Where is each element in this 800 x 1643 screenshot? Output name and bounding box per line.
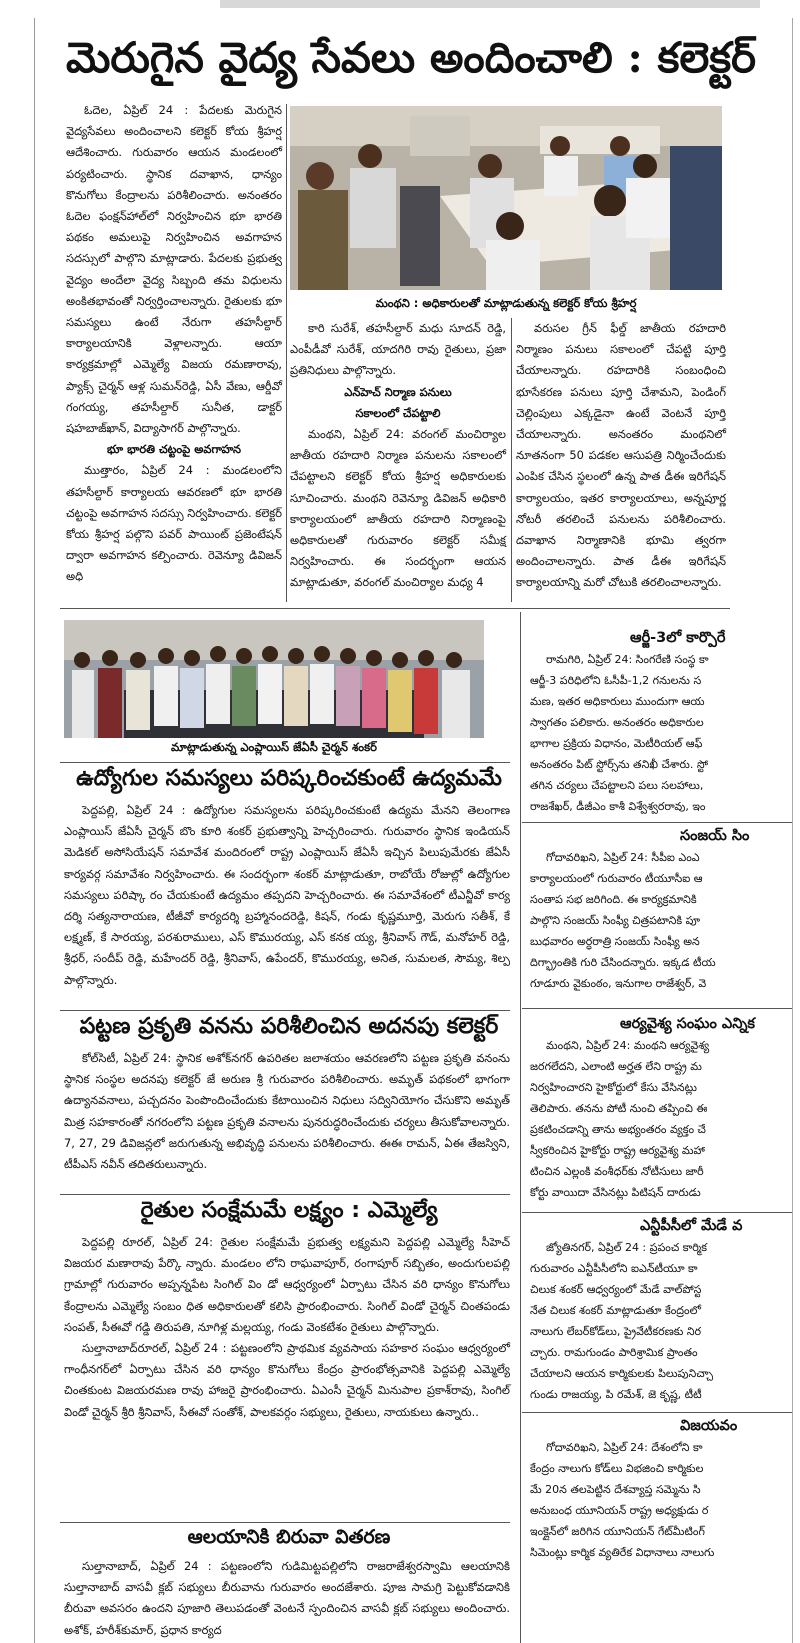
- right-story2-body: [530, 847, 800, 994]
- right-story-line: ఇంక్లైన్‌లో జరిగిన యూనియన్ గేట్‌మీటింగ్: [530, 1525, 705, 1538]
- story1-cont-subhead: సకాలంలో చేపట్టాలి: [355, 405, 441, 420]
- right-story-line: జరగలేదని, ఎలాంటి అర్హత లేని రాష్ట్ర మ: [530, 1060, 702, 1073]
- right-story3: [530, 1014, 800, 1203]
- group-photo-caption: మాట్లాడుతున్న ఎంప్లాయిస్ జేఏసీ చైర్మన్ శంకర్: [171, 740, 377, 754]
- right-story2: [530, 826, 800, 994]
- right-story4: [530, 1216, 800, 1405]
- story4-body: సుల్తానాబాద్‌రూరల్, ఏప్రిల్ 24 : పట్టణంలోని ప్రాథమిక వ్యవసాయ సహకార సంఘం ఆధ్వర్యంలో గాంధీనగర్‌లో ఏర్పాటు చేసిన వరి ధాన్యం కొనుగోలు కేంద్రం ప్రారంభోత్సవానికి పెద్దపల్లి ఎమ్మెల్యే చింతకుంట విజయరమణ రావు హాజరై ప్రారంభించారు. ఏఎంసీ చైర్మన్ మినుపాల ప్రకాశ్‌రావు, సింగిల్ విండో చైర్మన్ శ్రీరి శ్రీనివాస్, సీఈవో సంతోశ్, పాలకవర్గం సభ్యులు, రైతులు, నాయకులు ఉన్నారు..: [64, 1341, 510, 1419]
- story4-body: పెద్దపల్లి రూరల్, ఏప్రిల్ 24: రైతుల సంక్షేమమే ప్రభుత్వ లక్ష్యమని పెద్దపల్లి ఎమ్మెల్యే సీహెచ్ విజయర మణారావు పేర్కొ న్నారు. మండలం లోని రాఘవాపూర్, రంగాపూర్ సబ్బితం, అందుగులపల్లి గ్రామాల్లో గురువారం అప్పన్నపేట సింగిల్ విం డో ఆధ్వర్యంలో ఏర్పాటు చేసిన వరి ధాన్యం కొనుగోలు కేంద్రాలను ఎమ్మెల్యే సంబం ధిత అధికారులతో కలిసి ప్రారంభించారు. సింగిల్ విండో చైర్మన్ చింతపండు సంపత్, సీఈవో గడ్డి తిరుపతి, నూగిళ్ల మల్లయ్య, గండు వెంకటేశం రైతులు పాల్గొన్నారు.: [64, 1235, 510, 1334]
- section-divider: [60, 1194, 510, 1195]
- right-story-line: మంథని, ఏప్రిల్ 24: మంథని ఆర్యవైశ్య: [546, 1039, 710, 1052]
- right-story-line: గోదావరిఖని, ఏప్రిల్ 24: దేశంలోని కా: [546, 1441, 703, 1454]
- column-divider: [511, 318, 512, 602]
- right-story-line: గోదావరిఖని, ఏప్రిల్ 24: సీపీఐ ఎంఎ: [546, 851, 700, 864]
- story1-subhead: భూ భారతి చట్టంపై అవగాహన: [106, 442, 241, 457]
- right-story3-body: [530, 1035, 800, 1203]
- right-story-line: ప్రకటించడాన్ని తాను అభ్యంతరం వ్యక్తం చే: [530, 1123, 706, 1136]
- right-story-line: కేంద్రం నాలుగు కోడ్‌లు విభజించి కార్మికుల: [530, 1462, 704, 1475]
- right-story5-title: విజయవం: [680, 1418, 738, 1434]
- right-story-line: చిలుక శంకర్ ఆధ్వర్యంలో మేడే వాల్‌పోస్ట: [530, 1283, 702, 1296]
- right-story-line: దిగ్భ్రాంతికి గురి చేసిందన్నారు. ఇక్కడ టీయ: [530, 956, 716, 969]
- section-divider: [60, 1010, 510, 1011]
- right-story-line: జ్యోతినగర్, ఏప్రిల్ 24 : ప్రపంచ కార్మిక: [546, 1241, 707, 1254]
- right-story5: [530, 1416, 800, 1563]
- right-story-line: భాగాల ప్రక్రియ విధానం, మెటీరియల్ ఆఫ్: [530, 737, 703, 750]
- story1-cont-paragraph: వరుసల గ్రీన్ ఫీల్డ్ జాతీయ రహదారి నిర్మాణం పనులు సకాలంలో చేపట్టి పూర్తి చేయాలన్నారు. రహదారికి సంబంధించి భూసేకరణ పనులు పూర్తి చేశామని, పెండింగ్ చెల్లింపులు ఎక్కడైనా ఉంటే వెంటనే పూర్తి చేయాలన్నారు. అనంతరం మంథనిలో నూతనంగా 50 పడకల ఆసుపత్రి నిర్మించేందుకు ఎంపిక చేసిన స్థలంలో ఉన్న పాత డీఈ ఇరిగేషన్ కార్యాలయం, ఇతర కార్యాలయాలు, అన్నపూర్ణ నోటరీ తరలించే పనులను పరిశీలించారు. దవాఖాన నిర్మాణానికి భూమి త్వరగా అందించాలన్నారు. పాత డీఈ ఇరిగేషన్ కార్యాలయాన్ని మరో చోటుకి తరలించాలన్నారు.: [516, 321, 726, 590]
- right-story-line: సంతాప సభ జరిగింది. ఈ కార్యక్రమానికి: [530, 893, 697, 906]
- right-story-line: టించిన ఎల్లంకి వంశీధర్‌కు నోటీసులు జారీ: [530, 1165, 704, 1178]
- right-story-line: స్వీకరించిన హైకోర్టు రాష్ట్ర ఆర్యవైశ్య మహా: [530, 1144, 705, 1157]
- left-margin: [0, 18, 35, 1643]
- right-story-line: బుధవారం అర్ధరాత్రి సంజయ్ సింఫ్యీ అన: [530, 935, 700, 948]
- right-story-line: చ్చారు. రామగుండం పారిశ్రామిక ప్రాంతం: [530, 1346, 698, 1359]
- story3-title: పట్టణ ప్రకృతి వనను పరిశీలించిన అదనపు కలెక్టర్: [79, 1014, 499, 1039]
- right-story3-title: ఆర్యవైశ్య సంఘం ఎన్నిక: [620, 1016, 755, 1032]
- right-story-line: మణ, ఇతర అధికారులు ముందుగా ఆయ: [530, 695, 705, 708]
- top-page-strip: [220, 0, 760, 8]
- section-divider: [522, 1412, 792, 1413]
- story1-paragraph: ముత్తారం, ఏప్రిల్ 24 : మండలంలోని తహసీల్దార్ కార్యాలయ ఆవరణలో భూ భారతి చట్టంపై అవగాహన సదస్సు నిర్వహించారు. కలెక్టర్ కోయ శ్రీహర్ష పల్గొని పవర్ పాయింట్ ప్రజెంటేషన్ ద్వారా అవగాహన కల్పించారు. రెవెన్యూ డివిజన్ అధి: [66, 463, 282, 584]
- story2-body-block: [64, 800, 510, 991]
- story1-cont-column-a: [290, 318, 506, 594]
- right-story-line: ఆర్జీ-3 పరిధిలోని ఓసీపీ-1,2 గనులను స: [530, 674, 702, 687]
- right-story-line: స్వాగతం పలికారు. అనంతరం అధికారుల: [530, 716, 704, 729]
- right-story-line: పాల్గొని సంజయ్ సింఫ్యీ చిత్రపటానికి పూ: [530, 914, 700, 927]
- right-story-line: సిమెంట్లు కార్మిక వ్యతిరేక విధానాలు నాలుగు: [530, 1546, 715, 1559]
- right-story2-title: సంజయ్ సిం: [680, 828, 750, 844]
- section-divider: [60, 1522, 510, 1523]
- right-story-line: తగిన చర్యలు చేపట్టాలని పలు సలహాలు,: [530, 779, 704, 792]
- group-photo-image: [64, 620, 484, 738]
- right-story-line: గుండు రాజయ్య, పి రమేశ్, జె కృష్ణ, టీటీ: [530, 1388, 702, 1401]
- right-story-line: మే 20న తలపెట్టిన దేశవ్యాప్త సమ్మెను సి: [530, 1483, 701, 1496]
- right-story-line: నేత చిలుక శంకర్ మాట్లాడుతూ కేంద్రంలో: [530, 1304, 701, 1317]
- story5-body-block: [64, 1556, 510, 1641]
- meeting-photo: [290, 106, 722, 290]
- story5-title: ఆలయానికి బిరువా వితరణ: [187, 1526, 391, 1548]
- right-story-line: గురువారం ఎన్టీపీసీలోని ఐఎన్‌టీయూ కా: [530, 1262, 698, 1275]
- story4-body-block: [64, 1232, 510, 1423]
- right-story-line: అనంతరం పిట్ స్టోర్స్‌ను తనిఖీ చేశారు. స్టో: [530, 758, 709, 771]
- story2-body: పెద్దపల్లి, ఏప్రిల్ 24 : ఉద్యోగుల సమస్యలను పరిష్కరించకుంటే ఉద్యమ మేనని తెలంగాణ ఎంప్లాయిస్ జేఏసీ చైర్మన్ బొం కూరి శంకర్ ప్రభుత్వాన్ని హెచ్చరించారు. గురువారం స్థానిక ఇండియన్ మెడికల్ అసోసియేషన్ సమావేశ మందిరంలో రాష్ట్ర ఎంప్లాయిస్ జేఏసీ ఇచ్చిన పిలుపుమేరకు జేఏసీ కార్యవర్గ సమావేశం నిర్వహించారు. ఈ సందర్భంగా శంకర్ మాట్లాడుతూ, రాబోయే రోజుల్లో ఉద్యోగుల సమస్యలు పరిష్కా రం చేయకుంటే ఉద్యమం తప్పదని హెచ్చరించారు. ఈ సమావేశంలో టీఎన్జీవో కార్య దర్శి సత్యనారాయణ, టీజీవో కార్యదర్శి బ్రహ్మానందరెడ్డి, కిషన్, గండు కృష్ణమూర్తి, మెరుగు సతీశ్, కే లక్ష్మణ్, కే సారయ్య, పరశురాములు, ఎస్ కొమురయ్య, ఎస్ కనక య్య, శ్రీనివాస్ గౌడ్, మనోహర్ రెడ్డి, శ్రీధర్, సందీప్ రెడ్డి, మహేందర్ రెడ్డి, శ్రీనివాస్, ఉపేందర్, కొమురయ్య, అనిత, సుమలత, సౌమ్య, శిల్ప పాల్గొన్నారు.: [64, 803, 510, 987]
- right-story1-title: ఆర్జీ-3లో కార్పొరే: [630, 630, 726, 646]
- story1-paragraph: ఓదెల, ఏప్రిల్ 24 : పేదలకు మెరుగైన వైద్యసేవలు అందించాలని కలెక్టర్ కోయ శ్రీహర్ష ఆదేశించారు. గురువారం ఆయన మండలంలో పర్యటించారు. స్థానిక దవాఖాన, ధాన్యం కొనుగోలు కేంద్రాలను పరిశీలించారు. అనంతరం ఓదెల ఫంక్షన్‌హాల్‌లో నిర్వహించిన భూ భారతి పథకం అమలుపై నిర్వహించిన అవగాహన సదస్సులో పాల్గొని మాట్లాడారు. పేదలకు ప్రభుత్వ వైద్యం అందేలా వైద్య సిబ్బంది తమ విధులను అంకితభావంతో నిర్వర్తించాలన్నారు. రైతులకు భూ సమస్యలు ఉంటే నేరుగా తహసీల్దార్ కార్యాలయానికి వెళ్లాలన్నారు. ఆయా కార్యక్రమాల్లో ఎమ్మెల్యే విజయ రమణారావు, ప్యాక్స్ చైర్మన్ ఆళ్ల సుమన్‌రెడ్డి, ఏసీ వేణు, ఆర్డీవో గంగయ్య, తహసీల్దార్ సునీత, డాక్టర్ షహబాజ్‌ఖాన్, విద్యాసాగర్ పాల్గొన్నారు.: [66, 103, 282, 436]
- section-divider: [522, 1212, 792, 1213]
- right-story1-body: [530, 649, 800, 817]
- story2-title: ఉద్యోగుల సమస్యలు పరిష్కరించకుంటే ఉద్యమమే: [76, 766, 502, 791]
- meeting-photo-caption: మంథని : అధికారులతో మాట్లాడుతున్న కలెక్టర్ కోయ శ్రీహర్ష: [375, 296, 637, 310]
- meeting-photo-image: [290, 106, 722, 290]
- main-headline: మెరుగైన వైద్య సేవలు అందించాలి : కలెక్టర్: [66, 33, 757, 82]
- right-story4-title: ఎన్టీపీసీలో మేడే వ: [640, 1218, 743, 1234]
- right-story-line: చేయాలని ఆయన కార్మికులకు పిలుపునిచ్చా: [530, 1367, 714, 1380]
- story3-body-block: [64, 1048, 510, 1175]
- story1-column: [66, 100, 282, 588]
- right-story-line: నిర్వహించారని హైకోర్టులో కేసు వేసినట్లు: [530, 1081, 697, 1094]
- story5-body: సుల్తానాబాద్, ఏప్రిల్ 24 : పట్టణంలోని గుడిమిట్టపల్లిలోని రాజరాజేశ్వరస్వామి ఆలయానికి సుల్తానాబాద్ వాసవీ క్లబ్ సభ్యులు బీరువాను గురువారం అందజేశారు. పూజ సామగ్రి పెట్టుకోవడానికి బీరువా అవసరం ఉందని పూజారి తెలుపడంతో వెంటనే స్పందించిన వాసవీ క్లబ్ సభ్యులు అందించారు. అశోక్, హరీశ్‌కుమార్, ప్రధాన కార్యద: [64, 1559, 510, 1637]
- right-story5-body: [530, 1437, 800, 1563]
- story4-title: రైతుల సంక్షేమమే లక్ష్యం : ఎమ్మెల్యే: [140, 1198, 438, 1223]
- right-story-line: అనుబంధ యూనియన్ రాష్ట్ర అధ్యక్షుడు ర: [530, 1504, 709, 1517]
- section-divider: [60, 608, 730, 609]
- right-story-line: నాలుగు లేబర్‌కోడ్‌లు, ప్రైవేటీకరణకు నిర: [530, 1325, 702, 1338]
- right-story-line: తెలిపారు. తనను పోటీ నుంచి తప్పించి ఈ: [530, 1102, 708, 1115]
- story1-cont-column-b: [516, 318, 726, 594]
- story3-body: కోల్‌సిటీ, ఏప్రిల్ 24: స్థానిక అశోక్‌నగర్ ఉపరితల జలాశయం ఆవరణలోని పట్టణ ప్రకృతి వనంను స్థానిక సంస్థల అదనపు కలెక్టర్ జే అరుణ శ్రీ గురువారం పరిశీలించారు. అమృత్ పథకంలో భాగంగా ఉద్యానవనాలు, పచ్చదనం పెంపొందించేందుకు కేటాయించిన నిధులు సద్వినియోగం చేసుకొని అమృత్ మిత్ర సహకారంతో నగరంలోని పట్టణ ప్రకృతి వనాలను పునరుద్ధరించేందుకు చర్యలు తీసుకోవాలన్నారు. 7, 27, 29 డివిజన్లలో జరుగుతున్న అభివృద్ధి పనులను పరిశీలించారు. ఈఈ రామన్, ఏఈ తేజస్విని, టీపీఎస్ నవీన్ తదితరులున్నారు.: [64, 1051, 510, 1172]
- right-story-line: రామగిరి, ఏప్రిల్ 24: సింగరేణి సంస్థ కా: [546, 653, 709, 666]
- right-story4-body: [530, 1237, 800, 1405]
- section-divider: [522, 1008, 792, 1009]
- section-divider: [60, 762, 510, 763]
- story1-cont-subhead: ఎన్‌హెచ్ నిర్మాణ పనులు: [344, 384, 452, 399]
- right-story1: [530, 628, 800, 817]
- section-divider: [522, 822, 792, 823]
- group-photo: [64, 620, 484, 738]
- right-story-line: కోర్టు వాయిదా వేసినట్లు పిటిషన్ దారుడు: [530, 1186, 701, 1199]
- right-story-line: కార్యాలయంలో గురువారం టీయూసీఐ ఆ: [530, 872, 703, 885]
- column-divider: [286, 104, 287, 602]
- right-column-divider: [520, 612, 521, 1643]
- story1-cont-paragraph: మంథని, ఏప్రిల్ 24: వరంగల్ మంచిర్యాల జాతీయ రహదారి నిర్మాణ పనులను సకాలంలో చేపట్టాలని కలెక్టర్ కోయ శ్రీహర్ష అధికారులకు సూచించారు. మంథని రెవెన్యూ డివిజన్ అధికారి కార్యాలయంలో జాతీయ రహదారి నిర్మాణంపై అధికారులతో గురువారం కలెక్టర్ సమీక్ష నిర్వహించారు. ఈ సందర్భంగా ఆయన మాట్లాడుతూ, వరంగల్ మంచిర్యాల మధ్య 4: [290, 427, 506, 590]
- right-story-line: గూడూరు వైకుంఠం, ఇనుగాల రాజేశ్వర్, వె: [530, 977, 707, 990]
- story1-cont-paragraph: కారి సురేశ్, తహసీల్దార్ మధు సూదన్ రెడ్డి, ఎంపీడీవో సురేశ్, యాదగిరి రావు రైతులు, ప్రజా ప్రతినిధులు పాల్గొన్నారు.: [290, 321, 506, 378]
- right-story-line: రాజశేఖర్, డీజీఎం కాశీ విశ్వేశ్వరరావు, ఇం: [530, 800, 706, 813]
